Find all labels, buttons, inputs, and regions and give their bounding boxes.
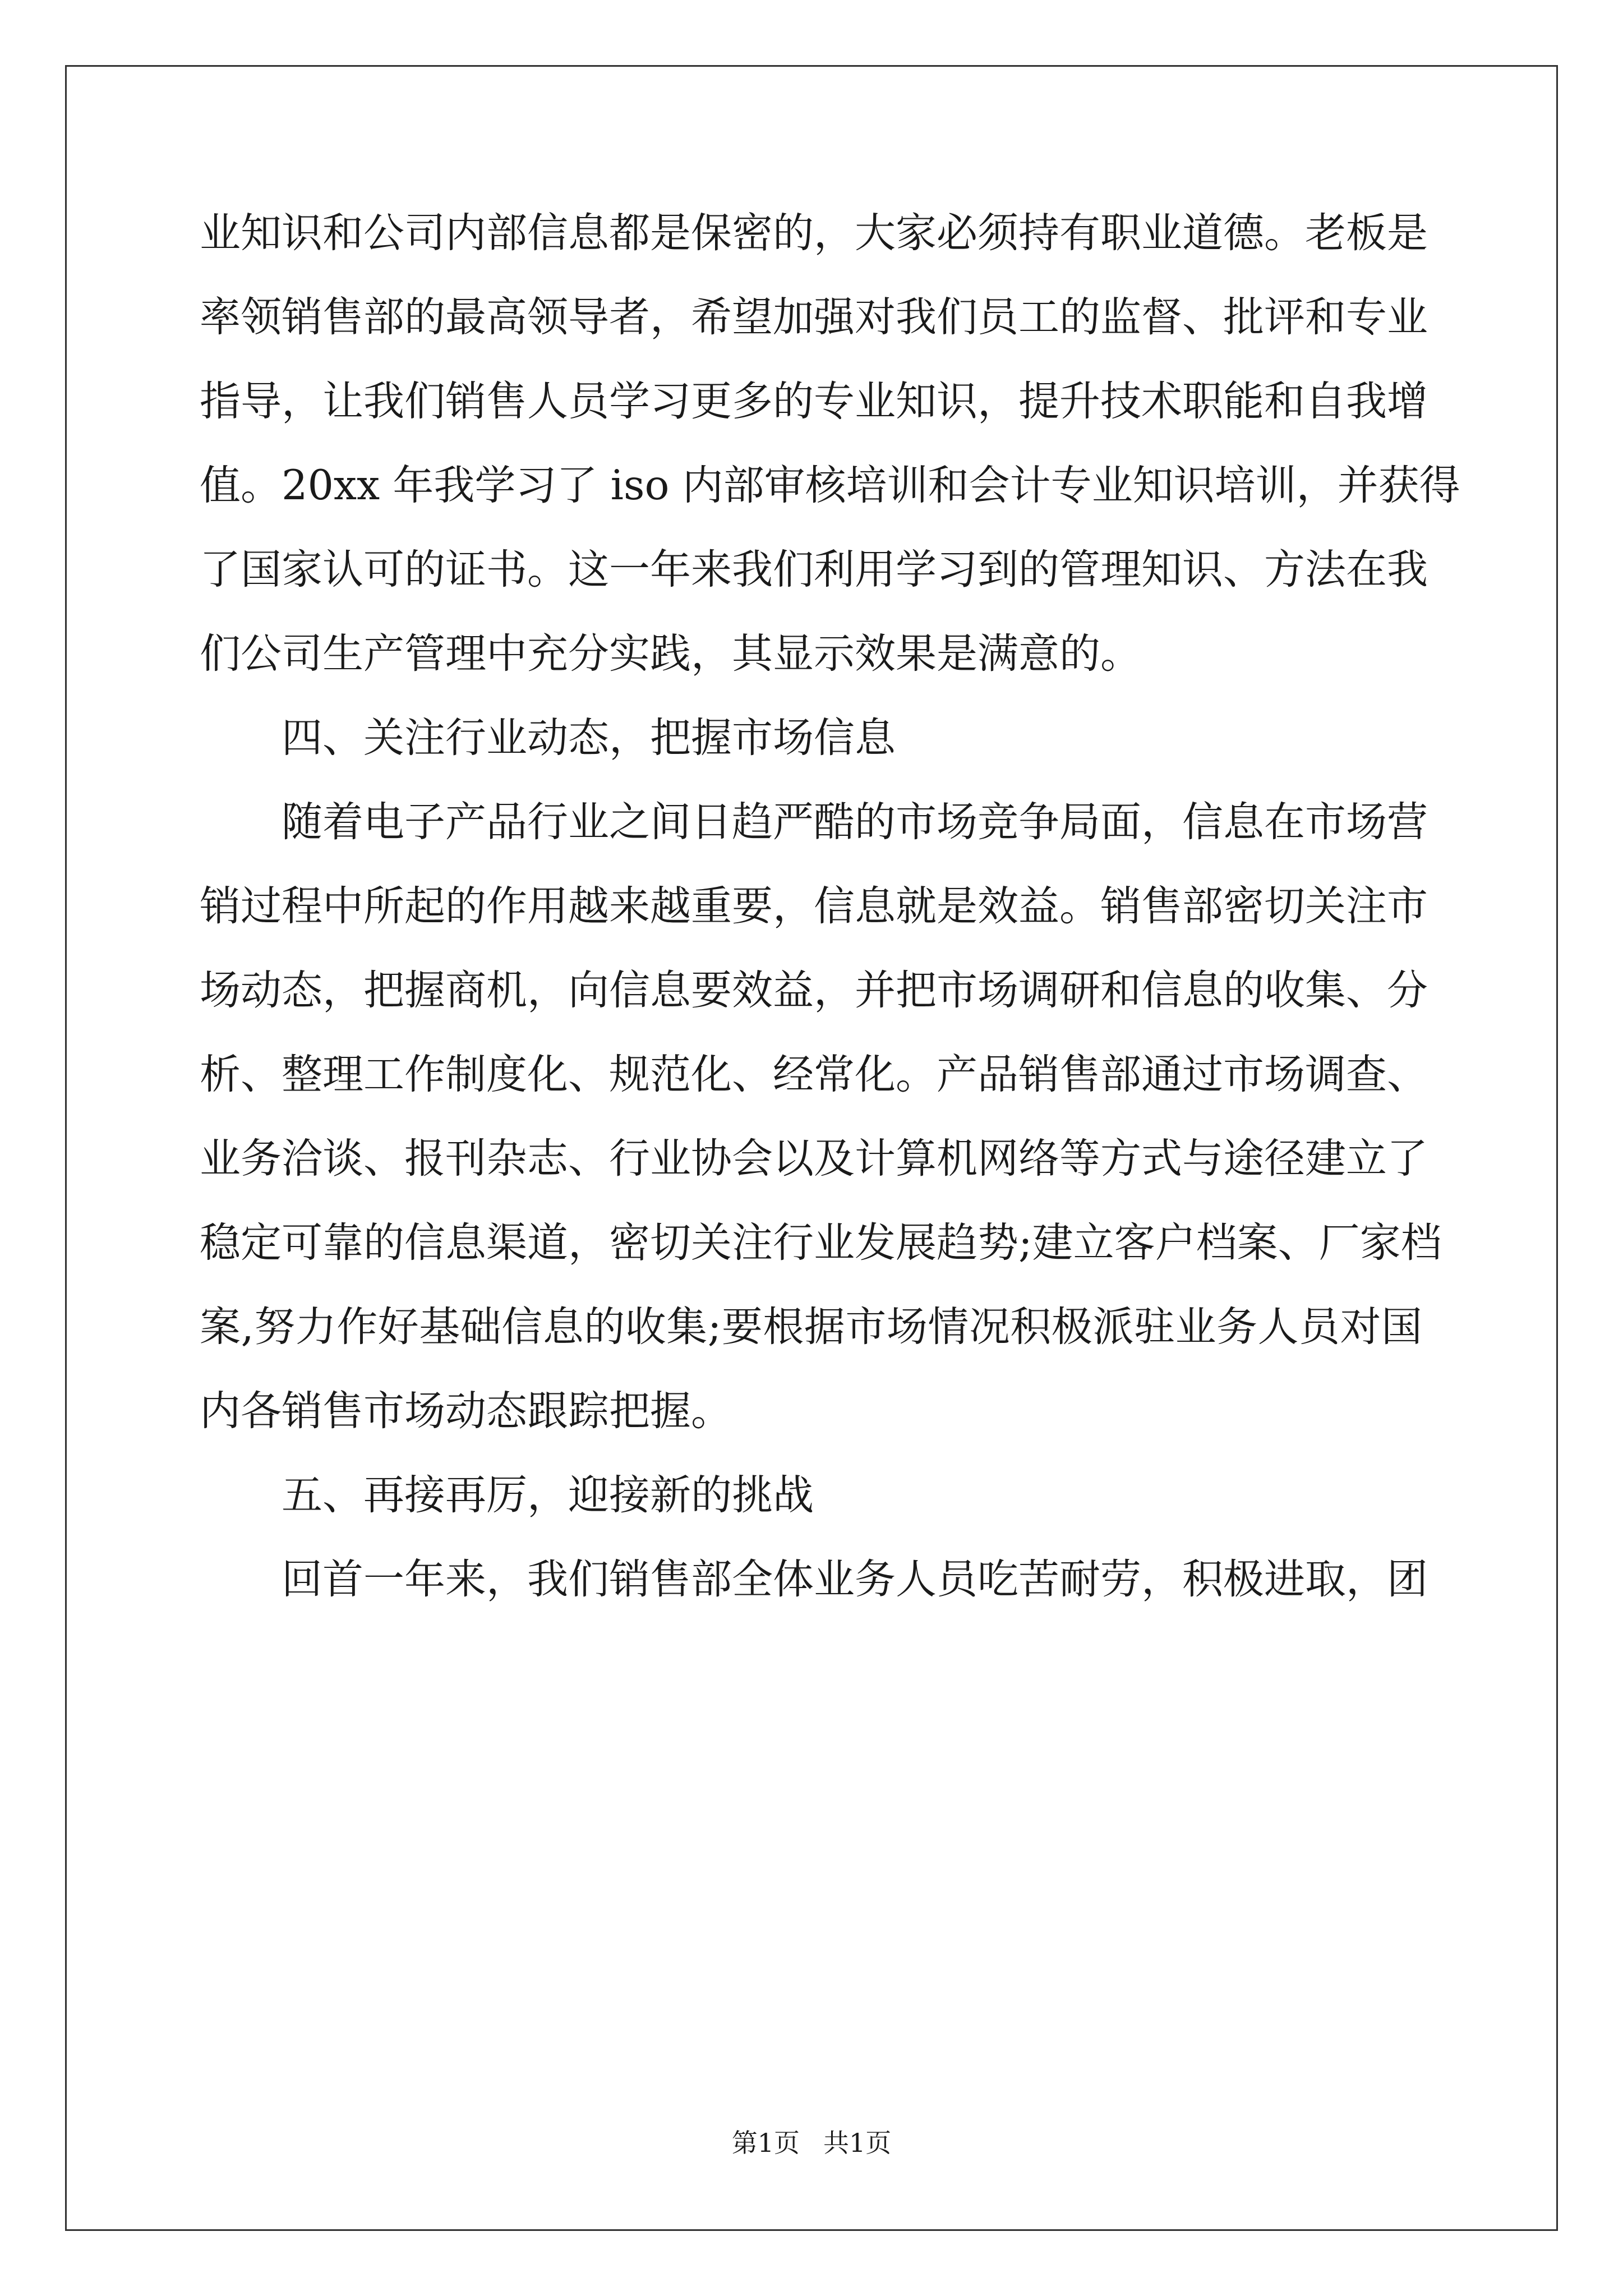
- body-text-line: 销过程中所起的作用越来越重要，信息就是效益。销售部密切关注市: [200, 882, 1428, 930]
- page-number: 第1页: [731, 2128, 800, 2158]
- body-text-line: 随着电子产品行业之间日趋严酷的市场竞争局面，信息在市场营: [282, 798, 1428, 846]
- body-text-line: 了国家认可的证书。这一年来我们利用学习到的管理知识、方法在我: [200, 546, 1428, 593]
- body-text-line: 场动态，把握商机，向信息要效益，并把市场调研和信息的收集、分: [200, 967, 1428, 1014]
- section-heading: 五、再接再厉，迎接新的挑战: [282, 1471, 814, 1519]
- body-text-line: 内各销售市场动态跟踪把握。: [200, 1387, 732, 1435]
- body-text-line: 回首一年来，我们销售部全体业务人员吃苦耐劳，积极进取，团: [282, 1556, 1428, 1603]
- body-text-line: 业务洽谈、报刊杂志、行业协会以及计算机网络等方式与途径建立了: [200, 1135, 1428, 1182]
- page-footer: [0, 2126, 1623, 2160]
- body-text-line: 指导，让我们销售人员学习更多的专业知识，提升技术职能和自我增: [200, 378, 1428, 425]
- body-text-line: 值。20xx 年我学习了 iso 内部审核培训和会计专业知识培训，并获得: [200, 462, 1460, 509]
- body-text-line: 业知识和公司内部信息都是保密的，大家必须持有职业道德。老板是: [200, 209, 1428, 257]
- body-text-line: 案,努力作好基础信息的收集;要根据市场情况积极派驻业务人员对国: [200, 1303, 1422, 1351]
- body-text-line: 析、整理工作制度化、规范化、经常化。产品销售部通过市场调查、: [200, 1051, 1428, 1098]
- page-total: 共1页: [823, 2128, 892, 2158]
- body-text-line: 稳定可靠的信息渠道，密切关注行业发展趋势;建立客户档案、厂家档: [200, 1219, 1442, 1267]
- body-text-line: 率领销售部的最高领导者，希望加强对我们员工的监督、批评和专业: [200, 293, 1428, 341]
- body-text-line: 们公司生产管理中充分实践，其显示效果是满意的。: [200, 630, 1141, 678]
- section-heading: 四、关注行业动态，把握市场信息: [282, 714, 896, 762]
